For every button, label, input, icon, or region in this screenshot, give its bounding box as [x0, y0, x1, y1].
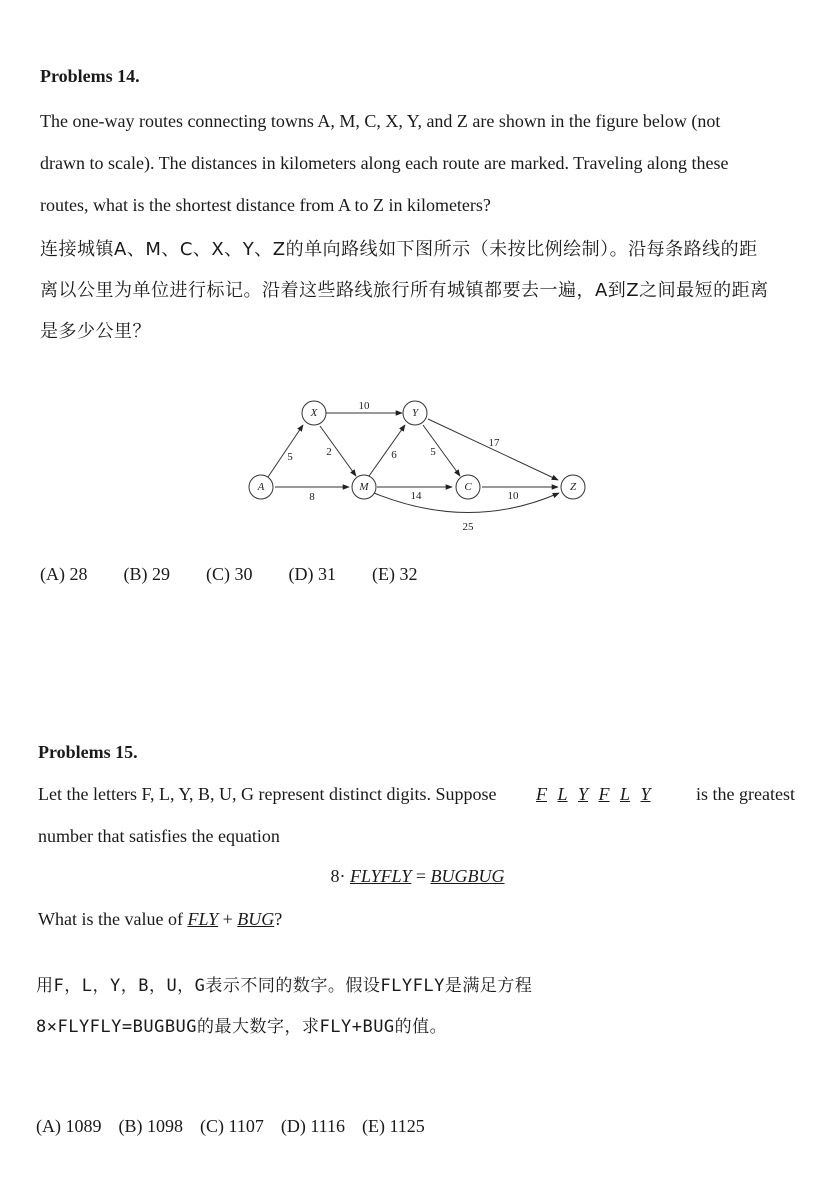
- digit-letter: Y: [578, 784, 589, 804]
- edge-y-z: [428, 419, 558, 480]
- problem-14-text-en: [40, 100, 795, 226]
- text-line: 连接城镇A、M、C、X、Y、Z的单向路线如下图所示（未按比例绘制）。沿每条路线的距: [40, 239, 758, 260]
- choice-b[interactable]: (B) 29: [123, 564, 170, 584]
- intro-text-end: is the greatest: [696, 784, 795, 804]
- problem-15-question: [38, 909, 793, 930]
- flyfly-digits: [536, 773, 657, 815]
- problem-15-title: Problems 15.: [38, 742, 138, 762]
- choice-c[interactable]: (C) 30: [206, 564, 253, 584]
- digit-letter: L: [620, 784, 631, 804]
- text-line: routes, what is the shortest distance from A to Z in kilometers?: [40, 195, 491, 215]
- node-label-y: Y: [411, 407, 419, 419]
- choice-d[interactable]: (D) 31: [288, 564, 336, 584]
- label-a-x: 5: [287, 451, 293, 463]
- problem-14-title: Problems 14.: [40, 66, 140, 86]
- problem-14-text-zh: [40, 229, 795, 352]
- intro-text: Let the letters F, L, Y, B, U, G represent distinct digits. Suppose: [38, 784, 497, 804]
- equation-lhs: FLYFLY: [350, 866, 412, 886]
- text-line: The one-way routes connecting towns A, M, C, X, Y, and Z are shown in the figure below (not: [40, 111, 721, 131]
- text-line: [38, 773, 795, 815]
- equation-coef: 8·: [330, 866, 346, 886]
- node-label-a: A: [257, 481, 265, 493]
- choice-c[interactable]: (C) 1107: [200, 1116, 264, 1136]
- question-text: What is the value of: [38, 909, 183, 929]
- text-line: 是多少公里？: [40, 321, 151, 342]
- label-m-c: 14: [410, 490, 422, 502]
- label-m-y: 6: [391, 449, 397, 461]
- edge-m-y: [369, 425, 405, 476]
- node-label-x: X: [310, 407, 318, 419]
- question-fly: FLY: [187, 909, 219, 929]
- choice-d[interactable]: (D) 1116: [280, 1116, 345, 1136]
- text-line: 8×FLYFLY=BUGBUG的最大数字，求FLY+BUG的值。: [36, 1017, 448, 1037]
- equation-eq: =: [415, 866, 426, 886]
- choice-e[interactable]: (E) 32: [372, 564, 418, 584]
- label-y-z: 17: [488, 437, 500, 449]
- node-label-c: C: [464, 481, 472, 493]
- node-label-z: Z: [569, 481, 577, 493]
- label-c-z: 10: [507, 490, 519, 502]
- text-line: 用F，L，Y，B，U，G表示不同的数字。假设FLYFLY是满足方程: [36, 976, 533, 996]
- question-mark: ?: [274, 909, 283, 929]
- label-m-z: 25: [462, 521, 474, 533]
- digit-letter: F: [598, 784, 610, 804]
- digit-letter: Y: [640, 784, 651, 804]
- problem-14-choices: [40, 564, 795, 585]
- label-y-c: 5: [430, 446, 436, 458]
- route-diagram: [240, 390, 600, 540]
- edge-y-c: [423, 425, 460, 476]
- problem-15-text-zh: [36, 966, 791, 1048]
- digit-letter: L: [557, 784, 568, 804]
- label-a-m: 8: [309, 491, 315, 503]
- equation: [40, 866, 795, 887]
- question-bug: BUG: [237, 909, 275, 929]
- problem-15-text-en: [38, 773, 795, 857]
- equation-rhs: BUGBUG: [430, 866, 505, 886]
- label-x-y: 10: [358, 400, 370, 412]
- choice-b[interactable]: (B) 1098: [118, 1116, 183, 1136]
- edge-a-x: [268, 425, 303, 477]
- digit-letter: F: [535, 784, 547, 804]
- choice-e[interactable]: (E) 1125: [361, 1116, 425, 1136]
- choice-a[interactable]: (A) 1089: [36, 1116, 102, 1136]
- text-line: drawn to scale). The distances in kilometers along each route are marked. Traveling along these: [40, 153, 729, 173]
- node-label-m: M: [359, 481, 369, 493]
- label-x-m: 2: [326, 446, 332, 458]
- problem-15-choices: [36, 1116, 791, 1137]
- question-plus: +: [222, 909, 233, 929]
- choice-a[interactable]: (A) 28: [40, 564, 88, 584]
- text-line: 离以公里为单位进行标记。沿着这些路线旅行所有城镇都要去一遍，A到Z之间最短的距离: [40, 280, 769, 301]
- text-line: number that satisfies the equation: [38, 826, 280, 846]
